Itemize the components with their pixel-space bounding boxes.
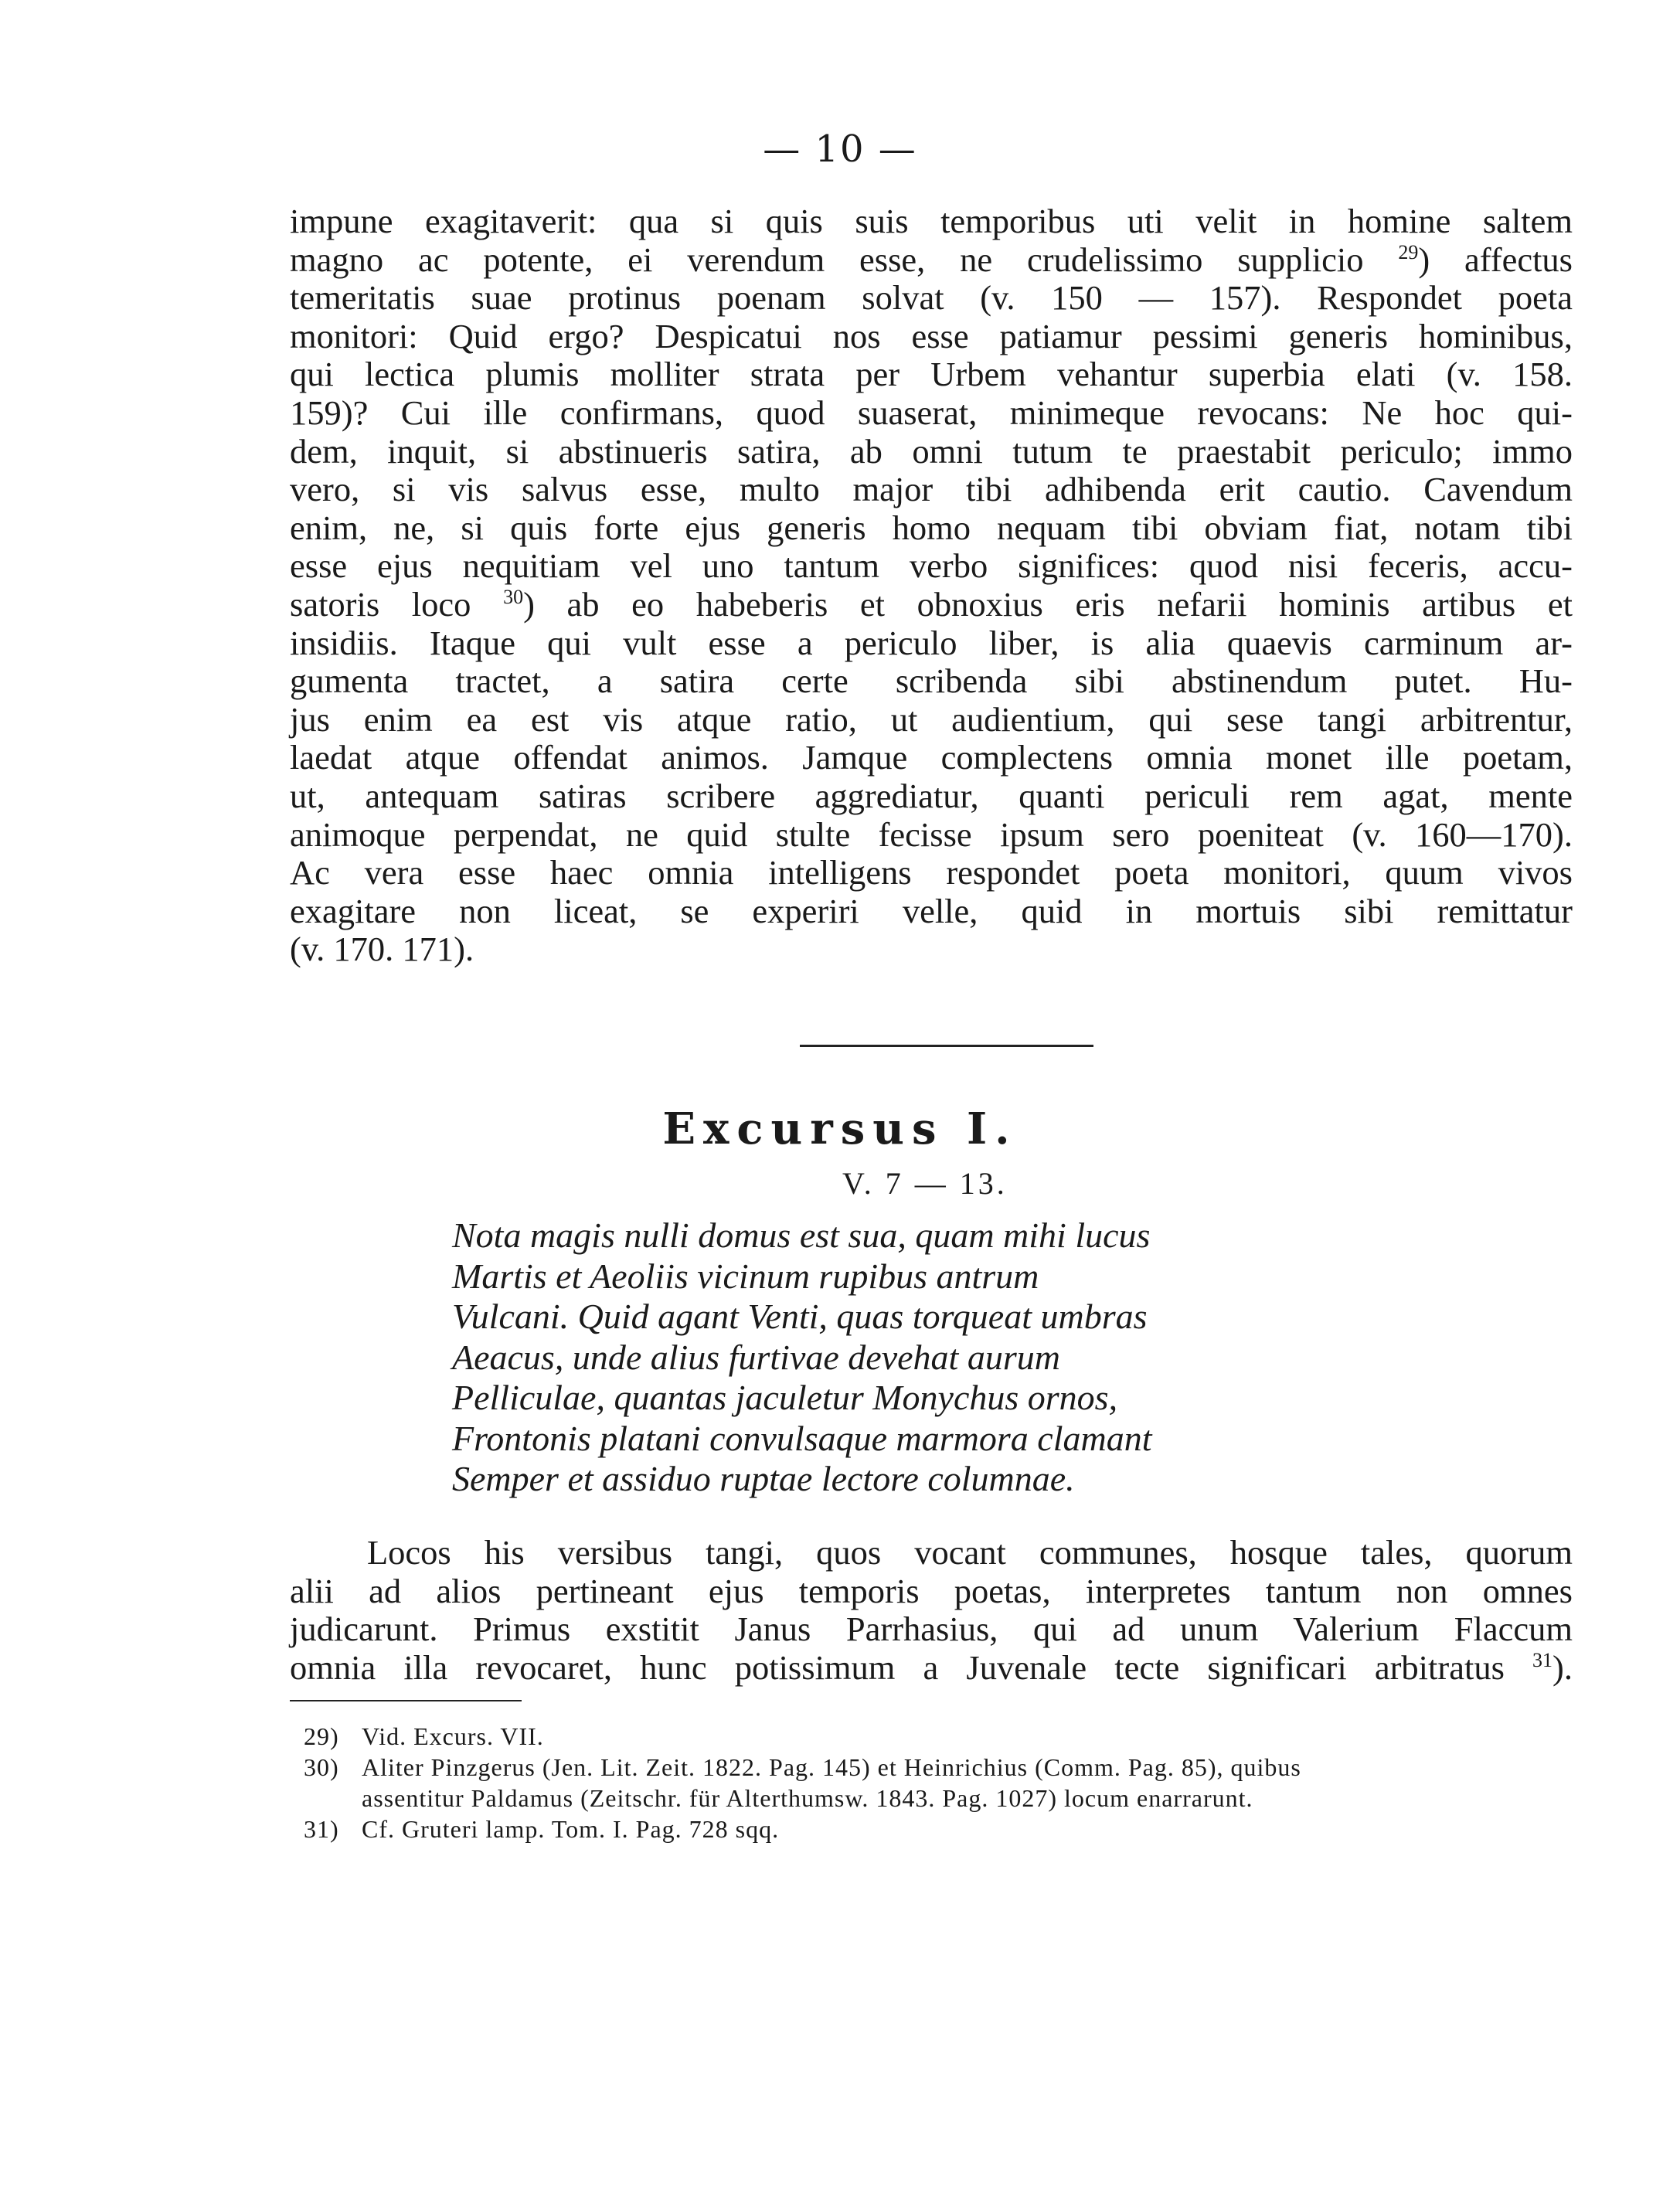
text-segment: magno ac potente, ei verendum esse, ne crudelissimo supplicio [290, 240, 1364, 279]
text-segment: ) affectus [1418, 240, 1573, 279]
text-line: (v. 170. 171). [290, 930, 474, 969]
poem-line: Nota magis nulli domus est sua, quam mihi lucus [452, 1215, 1151, 1255]
text-line: gumenta tractet, a satira certe scribenda sibi abstinendum putet. Hu- [290, 661, 1573, 701]
poem-line: Semper et assiduo ruptae lectore columnae. [452, 1459, 1075, 1498]
text-line [290, 1649, 1573, 1688]
footnote [304, 1721, 1573, 1752]
footnote-number: 30) [304, 1753, 339, 1781]
poem-line: Pelliculae, quantas jaculetur Monychus ornos, [452, 1378, 1118, 1417]
text-line: impune exagitaverit: qua si quis suis temporibus uti velit in homine saltem [290, 202, 1573, 240]
footnote [304, 1752, 1573, 1783]
footnote-text: Vid. Excurs. VII. [362, 1722, 544, 1750]
text-segment: omnia illa revocaret, hunc potissimum a Juvenale tecte significari arbitratus [290, 1647, 1505, 1687]
text-segment: satoris loco [290, 584, 471, 624]
text-line: alii ad alios pertineant ejus temporis poetas, interpretes tantum non omnes [290, 1571, 1573, 1610]
text-line: vero, si vis salvus esse, multo major tibi adhibenda erit cautio. Cavendum [290, 470, 1573, 509]
poem-line: Aeacus, unde alius furtivae devehat aurum [452, 1337, 1060, 1377]
text-line: Locos his versibus tangi, quos vocant communes, hosque tales, quorum [367, 1533, 1573, 1572]
text-line: judicarunt. Primus exstitit Janus Parrhasius, qui ad unum Valerium Flaccum [290, 1610, 1573, 1649]
text-line: laedat atque offendat animos. Jamque complectens omnia monet ille poetam, [290, 738, 1573, 777]
poem-line: Frontonis platani convulsaque marmora clamant [452, 1418, 1152, 1458]
text-line [290, 586, 1573, 624]
excursus-heading: Excursus I. [662, 1103, 1018, 1154]
text-line: enim, ne, si quis forte ejus generis homo nequam tibi obviam fiat, notam tibi [290, 508, 1573, 547]
text-line [290, 241, 1573, 280]
footnote-continuation: assentitur Paldamus (Zeitschr. für Alterthumsw. 1843. Pag. 1027) locum enarrarunt. [362, 1784, 1253, 1812]
text-line: insidiis. Itaque qui vult esse a periculo liber, is alia quaevis carminum ar- [290, 623, 1573, 662]
page-number: — 10 — [763, 127, 917, 171]
text-line: 159)? Cui ille confirmans, quod suaserat, minimeque revocans: Ne hoc qui- [290, 393, 1573, 432]
text-line: qui lectica plumis molliter strata per Urbem vehantur superbia elati (v. 158. [290, 355, 1573, 394]
text-line: Ac vera esse haec omnia intelligens respondet poeta monitori, quum vivos [290, 853, 1573, 892]
footnote-number: 31) [304, 1815, 339, 1843]
excursus-text-block [290, 1534, 1573, 1687]
footnote-ref[interactable]: 31 [1532, 1648, 1553, 1671]
footnote-number: 29) [304, 1722, 339, 1750]
text-line: ut, antequam satiras scribere aggrediatur, quanti periculi rem agat, mente [290, 776, 1573, 815]
section-divider [800, 1045, 1093, 1047]
text-line: esse ejus nequitiam vel uno tantum verbo significes: quod nisi feceris, accu- [290, 546, 1573, 586]
text-line: exagitare non liceat, se experiri velle, quid in mortuis sibi remittatur [290, 891, 1573, 930]
text-segment: ). [1552, 1647, 1573, 1687]
text-segment: ) ab eo habeberis et obnoxius eris nefarii hominis artibus et [523, 584, 1573, 624]
text-line: jus enim ea est vis atque ratio, ut audientium, qui sese tangi arbitrentur, [290, 699, 1573, 739]
footnote-ref[interactable]: 29 [1398, 240, 1419, 263]
text-line: dem, inquit, si abstinueris satira, ab omni tutum te praestabit periculo; immo [290, 431, 1573, 471]
text-line: animoque perpendat, ne quid stulte fecisse ipsum sero poeniteat (v. 160—170). [290, 814, 1573, 854]
excursus-verse-range: V. 7 — 13. [842, 1166, 1008, 1201]
footnote-divider [290, 1700, 522, 1701]
main-text-block [290, 202, 1573, 969]
poem-line: Vulcani. Quid agant Venti, quas torqueat umbras [452, 1297, 1148, 1336]
footnote-text: Aliter Pinzgerus (Jen. Lit. Zeit. 1822. Pag. 145) et Heinrichius (Comm. Pag. 85), quibus [362, 1753, 1301, 1781]
footnotes [304, 1721, 1573, 1844]
footnote-text: Cf. Gruteri lamp. Tom. I. Pag. 728 sqq. [362, 1815, 780, 1843]
footnote [304, 1814, 1573, 1844]
footnote-ref[interactable]: 30 [503, 586, 524, 609]
poem-quotation [452, 1215, 1151, 1500]
text-line: temeritatis suae protinus poenam solvat (v. 150 — 157). Respondet poeta [290, 278, 1573, 318]
text-line: monitori: Quid ergo? Despicatui nos esse patiamur pessimi generis hominibus, [290, 316, 1573, 355]
poem-line: Martis et Aeoliis vicinum rupibus antrum [452, 1256, 1039, 1296]
